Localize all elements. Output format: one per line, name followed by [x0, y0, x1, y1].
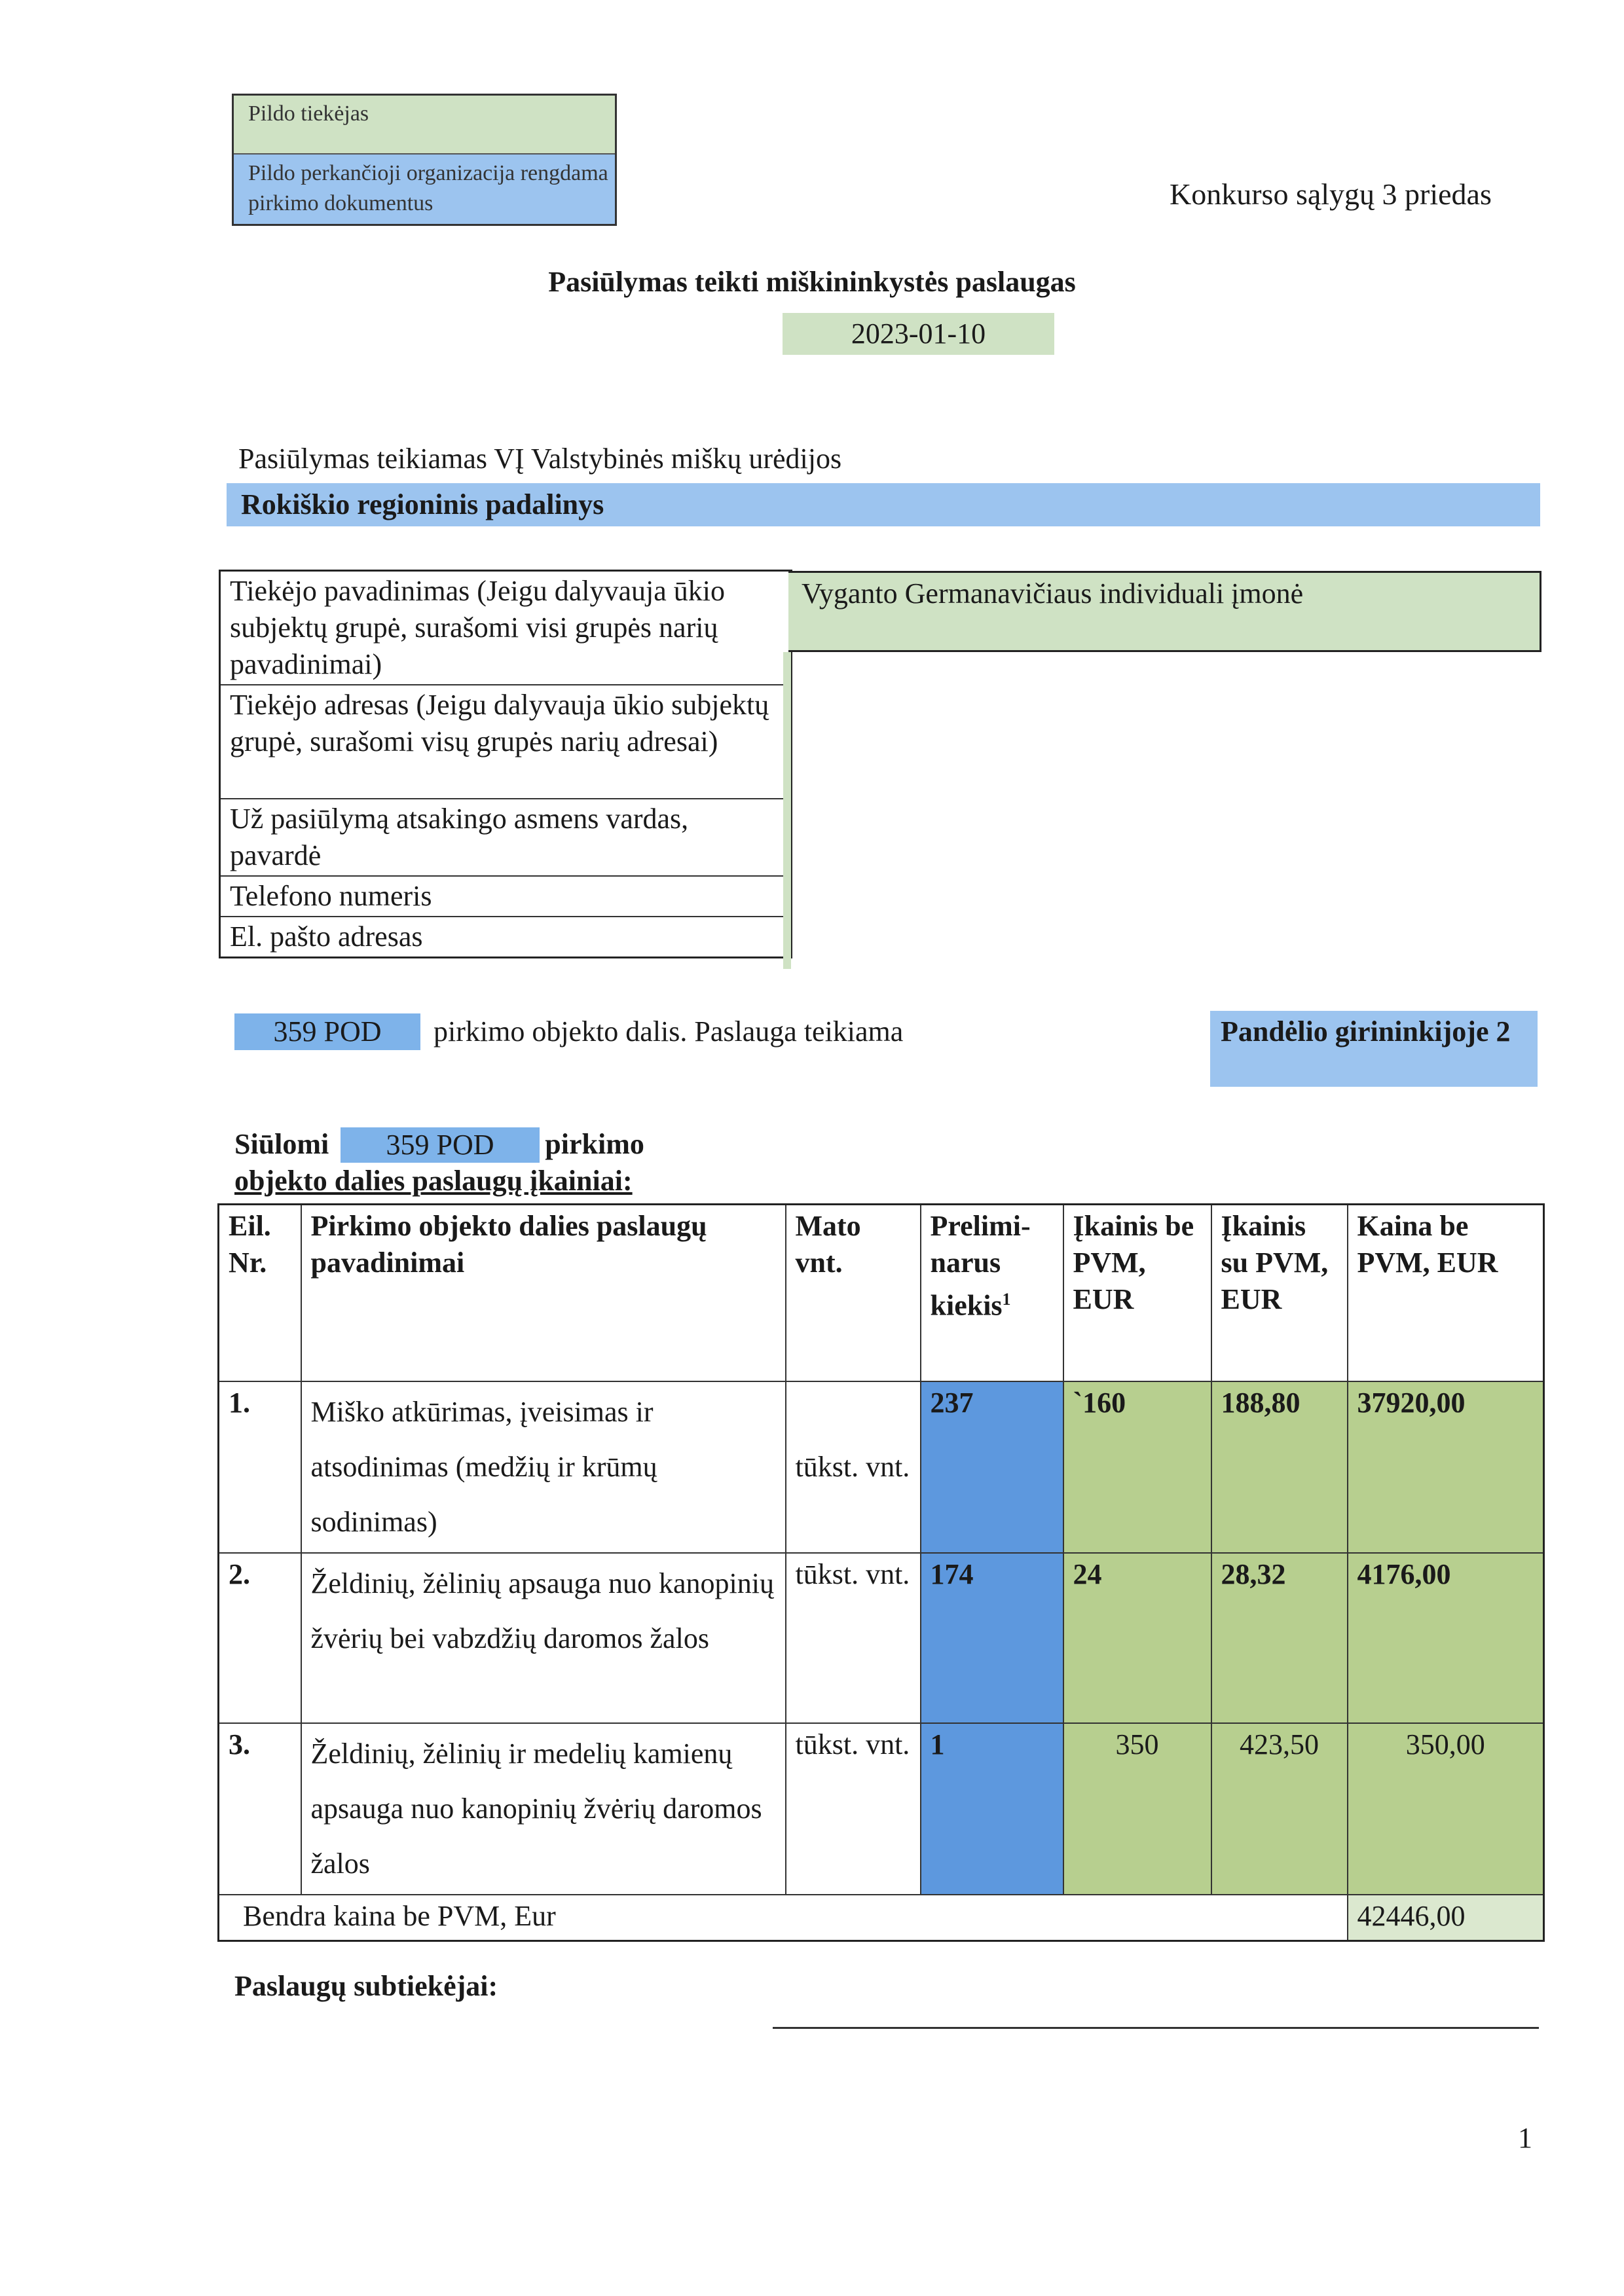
prices-heading-before: Siūlomi — [234, 1128, 329, 1160]
row-name: Miško atkūrimas, įveisimas ir atsodinimas (medžių ir krūmų sodinimas) — [301, 1381, 786, 1553]
document-date: 2023-01-10 — [783, 313, 1054, 355]
header-rate-ex-vat: Įkainis be PVM, EUR — [1063, 1205, 1211, 1382]
offer-recipient: Pasiūlymas teikiamas VĮ Valstybinės miškų urėdijos — [238, 443, 842, 475]
header-name: Pirkimo objekto dalies paslaugų pavadinimai — [301, 1205, 786, 1382]
row-price-ex-vat: 4176,00 — [1348, 1553, 1544, 1723]
table-row — [220, 571, 792, 685]
row-rate-ex-vat: 350 — [1063, 1723, 1211, 1895]
contact-person-label: Už pasiūlymą atsakingo asmens vardas, pavardė — [220, 799, 792, 876]
table-header-row — [219, 1205, 1544, 1382]
row-rate-ex-vat: `160 — [1063, 1381, 1211, 1553]
supplier-address-label: Tiekėjo adresas (Jeigu dalyvauja ūkio subjektų grupė, surašomi visų grupės narių adresai) — [220, 685, 792, 799]
row-rate-inc-vat: 28,32 — [1211, 1553, 1348, 1723]
row-price-ex-vat: 350,00 — [1348, 1723, 1544, 1895]
lot-text: pirkimo objekto dalis. Paslauga teikiama — [434, 1015, 904, 1048]
row-unit: tūkst. vnt. — [786, 1553, 921, 1723]
header-qty-footnote: 1 — [1002, 1290, 1011, 1309]
supplier-name-label: Tiekėjo pavadinimas (Jeigu dalyvauja ūkio subjektų grupė, surašomi visi grupės narių pavadinimai) — [220, 571, 792, 685]
row-qty: 174 — [921, 1553, 1063, 1723]
table-row — [220, 876, 792, 917]
price-table — [217, 1203, 1545, 1942]
phone-label: Telefono numeris — [220, 876, 792, 917]
row-name: Želdinių, žėlinių apsauga nuo kanopinių žvėrių bei vabzdžių daromos žalos — [301, 1553, 786, 1723]
page-number: 1 — [1518, 2122, 1532, 2154]
row-no: 3. — [219, 1723, 301, 1895]
table-row — [220, 917, 792, 958]
row-name: Želdinių, žėlinių ir medelių kamienų apsauga nuo kanopinių žvėrių daromos žalos — [301, 1723, 786, 1895]
row-qty: 237 — [921, 1381, 1063, 1553]
header-qty-text: Prelimi-narus kiekis — [930, 1210, 1031, 1322]
header-qty — [921, 1205, 1063, 1382]
total-value: 42446,00 — [1348, 1895, 1544, 1941]
row-unit: tūkst. vnt. — [786, 1381, 921, 1553]
header-price-ex-vat: Kaina be PVM, EUR — [1348, 1205, 1544, 1382]
subcontractors-label: Paslaugų subtiekėjai: — [234, 1970, 498, 2002]
fill-legend — [232, 94, 617, 226]
table-row — [220, 685, 792, 799]
prices-lot-code: 359 POD — [341, 1127, 540, 1163]
supplier-fill-edge — [783, 652, 791, 969]
table-row — [219, 1553, 1544, 1723]
email-label: El. pašto adresas — [220, 917, 792, 958]
table-row — [219, 1381, 1544, 1553]
row-rate-ex-vat: 24 — [1063, 1553, 1211, 1723]
header-no: Eil. Nr. — [219, 1205, 301, 1382]
service-location: Pandėlio girininkijoje 2 — [1210, 1011, 1538, 1087]
row-rate-inc-vat: 188,80 — [1211, 1381, 1348, 1553]
annex-label: Konkurso sąlygų 3 priedas — [1170, 177, 1492, 211]
supplier-info-table — [219, 570, 792, 958]
header-rate-inc-vat: Įkainis su PVM, EUR — [1211, 1205, 1348, 1382]
row-qty: 1 — [921, 1723, 1063, 1895]
row-price-ex-vat: 37920,00 — [1348, 1381, 1544, 1553]
page-title: Pasiūlymas teikti miškininkystės paslaugas — [548, 266, 1076, 298]
row-unit: tūkst. vnt. — [786, 1723, 921, 1895]
subcontractors-line — [773, 2027, 1539, 2029]
prices-heading-after: pirkimo — [545, 1128, 644, 1160]
legend-supplier-fills: Pildo tiekėjas — [234, 96, 615, 155]
table-row — [220, 799, 792, 876]
row-no: 2. — [219, 1553, 301, 1723]
header-unit: Mato vnt. — [786, 1205, 921, 1382]
legend-buyer-fills: Pildo perkančioji organizacija rengdama pirkimo dokumentus — [234, 155, 615, 224]
total-label: Bendra kaina be PVM, Eur — [219, 1895, 1348, 1941]
total-row — [219, 1895, 1544, 1941]
supplier-name-value: Vyganto Germanavičiaus individuali įmonė — [788, 571, 1541, 652]
region-name: Rokiškio regioninis padalinys — [227, 483, 1540, 526]
table-row — [219, 1723, 1544, 1895]
row-no: 1. — [219, 1381, 301, 1553]
row-rate-inc-vat: 423,50 — [1211, 1723, 1348, 1895]
prices-heading-line2: objekto dalies paslaugų įkainiai: — [234, 1165, 633, 1197]
lot-code: 359 POD — [234, 1013, 420, 1050]
